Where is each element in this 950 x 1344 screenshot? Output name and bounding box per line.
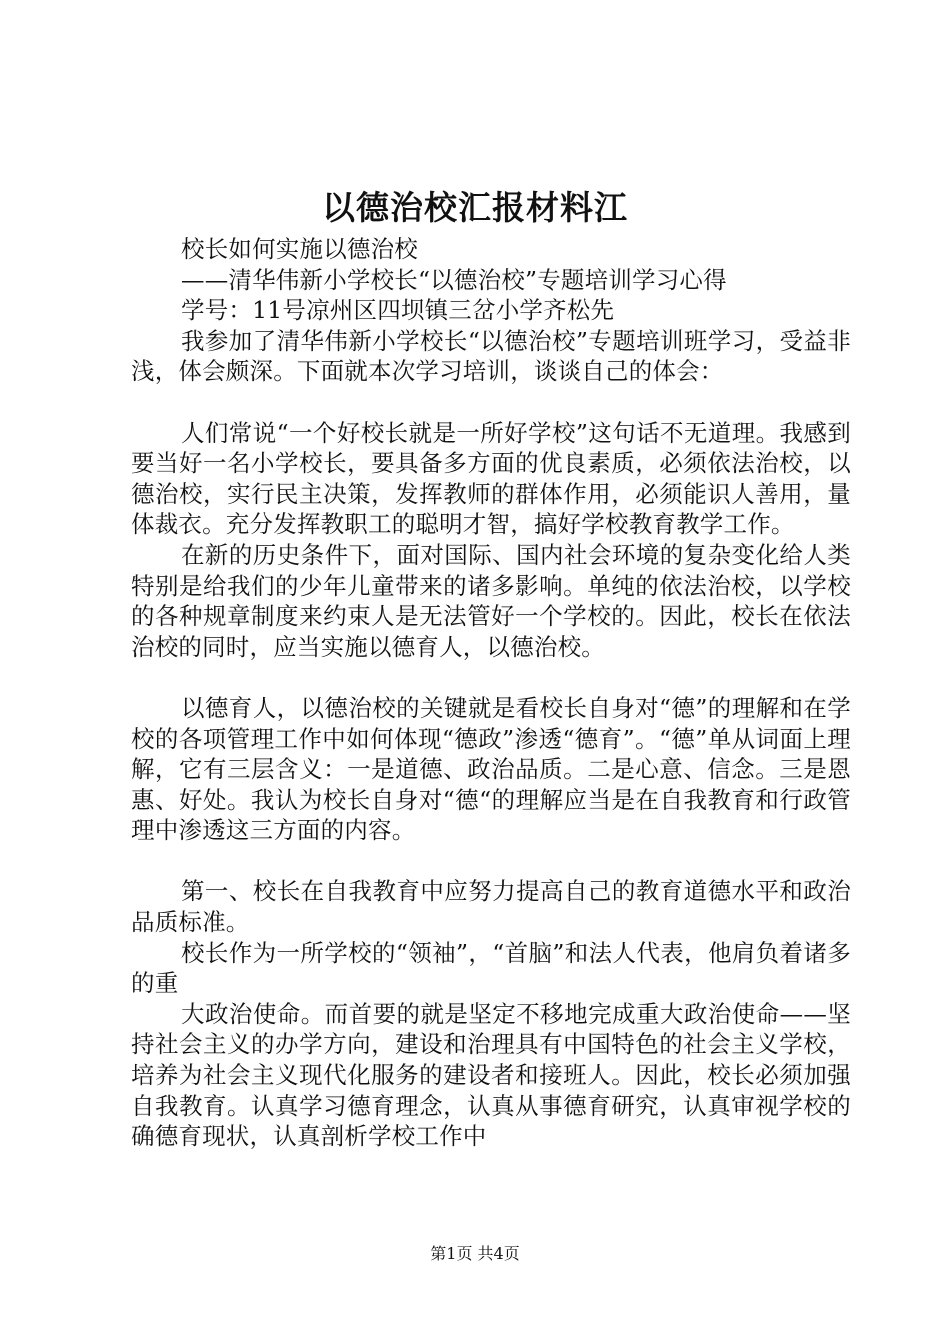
student-info: 学号：11号凉州区四坝镇三岔小学齐松先 — [181, 296, 615, 325]
paragraph-gap — [131, 662, 851, 693]
paragraph: 第一、校长在自我教育中应努力提高自己的教育道德水平和政治品质标准。 — [131, 877, 851, 937]
document-body — [131, 234, 851, 1152]
paragraph: 以德育人，以德治校的关键就是看校长自身对“德”的理解和在学校的各项管理工作中如何体现“德政”渗透“德育”。“德”单从词面上理解，它有三层含义：一是道德、政治品质。二是心意、信念。三是恩惠、好处。我认为校长自身对“德“的理解应当是在自我教育和行政管理中渗透这三方面的内容。 — [131, 693, 851, 845]
paragraph: 在新的历史条件下，面对国际、国内社会环境的复杂变化给人类特别是给我们的少年儿童带来的诸多影响。单纯的依法治校，以学校的各种规章制度来约束人是无法管好一个学校的。因此，校长在依法治校的同时，应当实施以德育人，以德治校。 — [131, 540, 851, 661]
paragraph: 大政治使命。而首要的就是坚定不移地完成重大政治使命——坚持社会主义的办学方向，建设和治理具有中国特色的社会主义学校，培养为社会主义现代化服务的建设者和接班人。因此，校长必须加强自我教育。认真学习德育理念，认真从事德育研究，认真审视学校的确德育现状，认真剖析学校工作中 — [131, 999, 851, 1151]
paragraph: 我参加了清华伟新小学校长“以德治校”专题培训班学习，受益非浅，体会颇深。下面就本次学习培训，谈谈自己的体会： — [131, 326, 851, 386]
subtitle: 校长如何实施以德治校 — [181, 235, 418, 263]
paragraph-gap — [131, 387, 851, 418]
paragraph: 人们常说“一个好校长就是一所好学校”这句话不无道理。我感到要当好一名小学校长，要具备多方面的优良素质，必须依法治校，以德治校，实行民主决策，发挥教师的群体作用，必须能识人善用，量体裁衣。充分发挥教职工的聪明才智，搞好学校教育教学工作。 — [131, 418, 851, 539]
paragraph: 校长作为一所学校的“领袖”，“首脑”和法人代表，他肩负着诸多的重 — [131, 938, 851, 998]
paragraph-gap — [131, 846, 851, 877]
document-title: 以德治校汇报材料江 — [322, 188, 628, 227]
subtitle-2: ——清华伟新小学校长“以德治校”专题培训学习心得 — [181, 265, 727, 294]
page-indicator: 第1页 共4页 — [430, 1244, 520, 1263]
